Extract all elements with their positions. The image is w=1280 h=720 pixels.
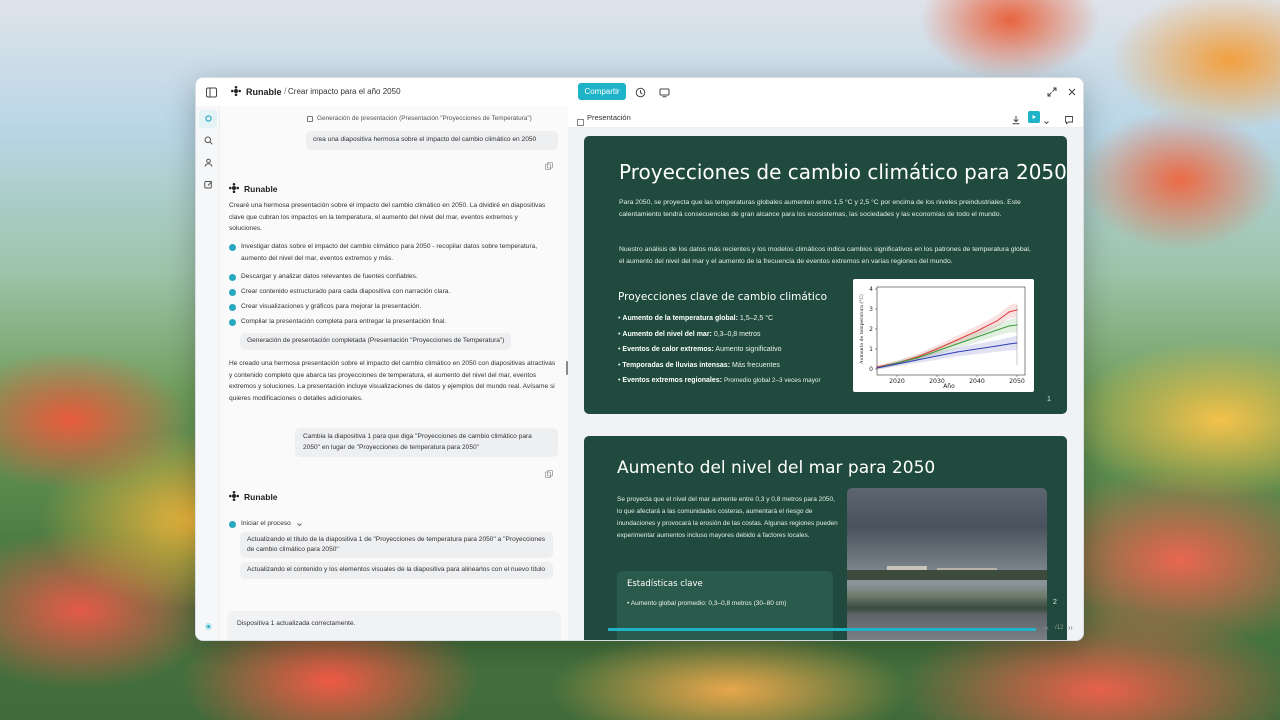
data-point — [996, 329, 997, 330]
stats-title: Estadísticas clave — [627, 579, 703, 589]
message-composer — [227, 611, 561, 641]
data-point — [936, 350, 937, 351]
action-item: Actualizando el título de la diapositiva 1 de "Proyecciones de temperatura para 2050" a "Proyecciones de cambio climático para 2050" — [240, 532, 553, 558]
checkbox-icon — [307, 116, 313, 122]
chart-svg — [853, 279, 1034, 392]
plan-step: Compilar la presentación completa para entregar la presentación final. — [229, 316, 559, 328]
bullet-item: • Aumento del nivel del mar: 0,3–0,8 metros — [618, 330, 761, 338]
plan-step: Crear contenido estructurado para cada diapositiva con narración clara. — [229, 286, 559, 298]
panel-title: Presentación — [587, 113, 631, 122]
download-icon[interactable] — [1011, 112, 1021, 130]
check-icon — [229, 289, 236, 296]
sidebar-home-button[interactable] — [199, 110, 217, 128]
data-point — [896, 363, 897, 364]
slide-number: 1 — [1047, 396, 1051, 403]
user-message: crea una diapositiva hermosa sobre el impacto del cambio climático en 2050 — [306, 131, 558, 150]
slide-paragraph: Nuestro análisis de los datos más recientes y los modelos climáticos indica cambios significativos en los patrones de temperatura global, el aumento del nivel del mar y el aumento de la frecuencia de eventos extremos en varias regiones del mundo. — [619, 246, 1031, 265]
check-icon — [229, 521, 236, 528]
close-icon[interactable] — [1065, 85, 1079, 99]
slide-number: 2 — [1053, 599, 1057, 606]
chevron-down-icon — [296, 515, 303, 533]
help-icon — [204, 618, 213, 636]
bullet-item: • Aumento de la temperatura global: 1,5–2,5 °C — [618, 315, 774, 322]
check-icon — [229, 304, 236, 311]
data-point — [936, 348, 937, 349]
assistant-name: Runable — [244, 492, 278, 502]
y-axis-label: Aumento de temperatura (°C) — [860, 294, 865, 364]
sidebar-toggle-icon[interactable] — [204, 85, 218, 99]
page-indicator: /12 — [1055, 625, 1064, 631]
sidebar-help-button[interactable] — [199, 618, 217, 636]
assistant-summary: He creado una hermosa presentación sobre el impacto del cambio climático en 2050 con diapositivas atractivas y contenido completo que abarca las proyecciones de temperatura, el aumento del nivel del mar, eventos extremos y soluciones. La presentación incluye visualizaciones de datos y ejemplos del mundo real. Avísame si quieres modificaciones o detalles adicionales. — [229, 360, 556, 402]
assistant-intro: Crearé una hermosa presentación sobre el impacto del cambio climático en 2050. La dividiré en diapositivas clave que cubran los impactos en la temperatura, el aumento del nivel del mar, eventos extremos y soluciones. — [229, 202, 546, 232]
bullet-list — [618, 311, 858, 389]
data-point — [956, 351, 957, 352]
task-item[interactable]: Generación de presentación (Presentación "Proyecciones de Temperatura") — [307, 113, 532, 125]
temperature-chart — [853, 279, 1034, 392]
data-point — [916, 357, 917, 358]
data-point — [976, 336, 977, 337]
y-tick-label: 2 — [869, 326, 873, 333]
bullet-item: • Eventos de calor extremos: Aumento significativo — [618, 346, 782, 353]
presentation-panel — [568, 106, 1084, 641]
edit-icon — [204, 176, 213, 194]
plan-step: Crear visualizaciones y gráficos para mejorar la presentación. — [229, 301, 559, 313]
message-input[interactable]: Dispositiva 1 actualizada correctamente. — [237, 620, 356, 627]
stat-item: • Aumento global promedio: 0,3–0,8 metros (30–80 cm) — [627, 600, 787, 607]
app-window — [195, 77, 1084, 641]
app-name: Runable — [246, 87, 282, 97]
copy-icon[interactable] — [545, 465, 553, 483]
sidebar-search-button[interactable] — [199, 132, 217, 150]
x-tick-label: 2030 — [929, 378, 945, 385]
data-point — [956, 339, 957, 340]
sparkle-icon — [204, 110, 213, 128]
chat-panel — [220, 106, 568, 641]
action-item: Actualizando el contenido y los elementos visuales de la diapositiva para alinearlos con el nuevo título — [240, 562, 553, 579]
data-point — [996, 345, 997, 346]
data-point — [956, 343, 957, 344]
slide-1[interactable] — [584, 136, 1067, 414]
bullet-item: • Temporadas de lluvias intensas: Más frecuentes — [618, 361, 780, 369]
search-icon — [204, 132, 213, 150]
icon-sidebar — [196, 106, 220, 641]
users-icon — [204, 154, 213, 172]
data-point — [1008, 343, 1009, 344]
y-tick-label: 3 — [869, 306, 873, 313]
check-icon — [229, 319, 236, 326]
user-message: Cambia la diapositiva 1 para que diga "Proyecciones de cambio climático para 2050" en lugar de "Proyecciones de temperatura para 2050" — [295, 428, 558, 457]
x-tick-label: 2040 — [969, 378, 985, 385]
bullet-item: • Eventos extremos regionales: Promedio global 2–3 veces mayor — [618, 377, 821, 384]
presentation-icon — [577, 113, 584, 131]
runable-logo-icon — [231, 86, 241, 98]
y-tick-label: 4 — [869, 286, 873, 293]
slide-progress-track[interactable] — [608, 628, 1036, 631]
x-axis-label: Año — [943, 383, 955, 390]
completed-task-pill[interactable]: Generación de presentación completada (Presentación "Proyecciones de Temperatura") — [240, 333, 511, 350]
data-point — [1008, 325, 1009, 326]
slide-paragraph: Para 2050, se proyecta que las temperaturas globales aumenten entre 1,5 °C y 2,5 °C por encima de los niveles preindustriales. Este calentamiento tendrá consecuencias de gran alcance para los ecosistemas, las sociedades y las economías de todo el mundo. — [619, 199, 1021, 218]
share-button[interactable]: Compartir — [578, 83, 626, 100]
history-icon[interactable] — [633, 85, 647, 99]
breadcrumb[interactable]: Crear impacto para el año 2050 — [288, 87, 401, 96]
slide-subtitle: Proyecciones clave de cambio climático — [618, 291, 828, 303]
next-slide-icon[interactable]: ›› — [1068, 625, 1073, 632]
plan-step: Descargar y analizar datos relevantes de fuentes confiables. — [229, 271, 559, 283]
data-point — [976, 330, 977, 331]
panel-header — [568, 106, 1084, 128]
brand[interactable] — [231, 86, 282, 98]
data-point — [936, 355, 937, 356]
check-icon — [229, 274, 236, 281]
slide-title: Proyecciones de cambio climático para 2050 — [619, 160, 1067, 184]
monitor-icon[interactable] — [657, 85, 671, 99]
sidebar-edit-button[interactable] — [199, 176, 217, 194]
copy-icon[interactable] — [545, 157, 553, 175]
breadcrumb-separator: / — [284, 86, 287, 96]
data-point — [916, 359, 917, 360]
data-point — [1008, 311, 1009, 312]
runable-logo-icon — [229, 491, 239, 503]
top-bar — [196, 78, 1084, 106]
check-icon — [229, 244, 236, 251]
x-tick-label: 2020 — [889, 378, 905, 385]
assistant-header — [229, 491, 278, 503]
slide-paragraph: Se proyecta que el nivel del mar aumente entre 0,3 y 0,8 metros para 2050, lo que afectará a las comunidades costeras, aumentará el riesgo de inundaciones y provocará la erosión de las costas. Algunas regiones pueden experimentar aumentos incluso mayores debido a factores locales. — [617, 496, 838, 539]
comment-icon[interactable] — [1064, 112, 1074, 130]
runable-logo-icon — [229, 183, 239, 195]
y-tick-label: 1 — [869, 346, 873, 353]
slide-progress-fill — [608, 628, 1036, 631]
play-button[interactable] — [1028, 111, 1040, 123]
y-tick-label: 0 — [869, 366, 873, 373]
assistant-header — [229, 183, 278, 195]
expand-icon[interactable] — [1045, 85, 1059, 99]
coastal-storm-image — [847, 488, 1047, 641]
process-toggle[interactable]: Iniciar el proceso — [229, 515, 303, 533]
data-point — [976, 348, 977, 349]
data-point — [996, 320, 997, 321]
sidebar-users-button[interactable] — [199, 154, 217, 172]
assistant-name: Runable — [244, 184, 278, 194]
plan-step: Investigar datos sobre el impacto del cambio climático para 2050 - recopilar datos sobre temperatura, aumento del nivel del mar, eventos extremos y más. — [229, 241, 559, 264]
x-tick-label: 2050 — [1009, 378, 1025, 385]
slide-2[interactable] — [584, 436, 1067, 641]
prev-slide-icon[interactable]: ‹‹ — [1044, 625, 1049, 632]
slide-title: Aumento del nivel del mar para 2050 — [617, 458, 936, 478]
chevron-down-icon[interactable] — [1043, 113, 1050, 131]
